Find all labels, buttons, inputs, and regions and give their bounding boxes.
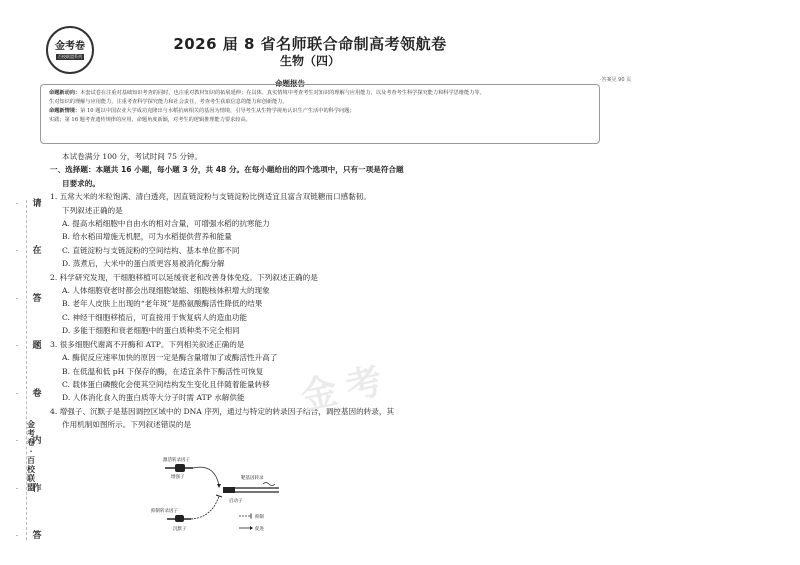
label-repressor: 抑制转录因子 [151, 509, 178, 514]
margin-warning-char: 请 [32, 199, 42, 209]
answer-option: C. 神经干细胞移植后，可直接用于恢复病人的造血功能 [62, 312, 248, 322]
answer-option: A. 人体细胞衰老时都会出现细胞皱缩、细胞核体积增大的现象 [62, 286, 270, 296]
question-stem: 4. 增强子、沉默子是基因调控区域中的 DNA 序列，通过与特定的转录因子结合，调控基因的转录，其 [50, 406, 395, 416]
margin-char: · [15, 484, 19, 493]
question-stem: 下列叙述正确的是 [62, 205, 123, 215]
answer-option: A. 酶促反应速率加快的原因一定是酶含量增加了或酶活性升高了 [62, 353, 278, 363]
legend-promote-arrowhead [250, 526, 253, 530]
brand-char: 盟 [27, 482, 35, 492]
margin-warning-char: 答 [32, 530, 42, 541]
answer-option: D. 多能干细胞和衰老细胞中的蛋白质种类不完全相同 [62, 326, 240, 336]
brand-char: 金 [27, 419, 35, 429]
report-label: 命题新动向： [49, 90, 81, 96]
question-stem: 1. 五常大米的米粒饱满、清白透亮，因直链淀粉与支链淀粉比例适宜且富含双链糖而口感黏韧。 [50, 192, 371, 202]
margin-char: · [15, 200, 19, 208]
label-activator: 激活转录因子 [163, 458, 190, 463]
page-subtitle: 生物（四） [279, 54, 340, 68]
report-line [49, 98, 591, 107]
margin-outer-column [10, 200, 24, 540]
margin-char: · [15, 342, 19, 351]
label-promoter: 启动子 [229, 499, 243, 504]
report-text: 实践；第 16 题考查遗传规律的应用，命题角度新颖，对考生的逻辑推理能力要求较高。 [49, 117, 251, 123]
answer-page-note: ·答案见 90 页 [600, 77, 632, 83]
answer-option: C. 载体蛋白磷酸化会使其空间结构发生变化且伴随着能量转移 [62, 379, 270, 389]
legend-inhibit: 抑制 [255, 515, 264, 520]
legend-promote: 促进 [255, 527, 264, 532]
section-heading-cont: 目要求的。 [62, 178, 100, 188]
watermark: 金考 [297, 357, 396, 419]
margin-warning-char: 卷 [32, 388, 42, 399]
brand-char: 卷 [27, 437, 35, 447]
report-heading-text: 命题报告 [275, 79, 305, 88]
logo-subtext: 百校联盟系列 [58, 53, 82, 59]
margin-warning-char: 题 [32, 341, 42, 352]
answer-option: D. 蒸煮后，大米中的蛋白质更容易被消化酶分解 [62, 259, 225, 269]
report-text: 本套试卷在注重对基础知识考查的同时，也注重对教材知识的拓展延伸；在具体、真实情境中考查考生对知识的理解与应用能力，以及考查考生科学探究能力和科学思维能力等。 [80, 90, 485, 96]
section-heading: 一、选择题：本题共 16 小题，每小题 3 分，共 48 分。在每小题给出的四个选项中，只有一项是符合题 [50, 165, 404, 175]
question-stem: 2. 科学研究发现，干细胞移植可以延缓衰老和改善身体免疫。下列叙述正确的是 [50, 272, 318, 282]
promoter-block [223, 487, 235, 493]
label-enhancer: 增强子 [171, 475, 185, 480]
answer-option: C. 直链淀粉与支链淀粉的空间结构、基本单位都不同 [62, 245, 240, 255]
label-silencer: 沉默子 [173, 527, 187, 532]
inhibit-line [191, 496, 219, 519]
report-label: 命题新情境： [49, 108, 81, 114]
label-target: 靶基因转录 [241, 476, 264, 481]
answer-option: A. 提高水稻细胞中自由水的相对含量，可增强水稻的抗寒能力 [62, 219, 270, 229]
margin-warning-char: 在 [32, 246, 42, 257]
logo [46, 26, 94, 74]
margin-char: · [15, 531, 19, 540]
report-line [49, 116, 591, 125]
brand-char: 联 [27, 473, 35, 483]
brand-char: 校 [27, 464, 35, 474]
answer-option: B. 给水稻田增施无机肥，可为水稻提供营养和能量 [62, 232, 232, 242]
report-line [49, 89, 591, 98]
margin-char: · [15, 247, 19, 256]
answer-option: B. 老年人皮肤上出现的“老年斑”是酪氨酸酶活性降低的结果 [62, 299, 263, 309]
exam-intro: 本试卷满分 100 分，考试时间 75 分钟。 [62, 152, 203, 161]
margin-warning-char: 内 [32, 436, 42, 447]
answer-option: B. 在低温和低 pH 下保存的酶，在适宜条件下酶活性可恢复 [62, 366, 264, 376]
report-text: 第 10 题以中国农业大学成功克隆出与水稻抗病相关的基因为情境，引导考生从生物学视角认识生产生活中的科学问题； [80, 108, 355, 114]
promote-arrow [193, 467, 219, 486]
margin-warning-char: 作 [32, 483, 42, 494]
report-box [40, 84, 600, 144]
margin-brand [24, 420, 38, 492]
report-text: 生对知识的理解与应用能力，注重考查科学探究能力和社会责任，考查考生获取信息的能力和创新能力。 [49, 99, 288, 105]
margin-warning-char: 答 [32, 293, 42, 304]
brand-char: 考 [27, 428, 35, 438]
page-title: 2026 届 8 省名师联合命制高考领航卷 [173, 35, 447, 53]
transcript-wave [263, 483, 275, 486]
margin-char: · [15, 437, 19, 446]
margin-char: · [15, 389, 19, 398]
answer-option: D. 人体消化食入的蛋白质等大分子时需 ATP 水解供能 [62, 393, 245, 403]
margin-char: · [15, 294, 19, 303]
promote-arrowhead [217, 484, 221, 488]
question-stem: 作用机制如图所示。下列叙述错误的是 [62, 420, 192, 430]
brand-char: · [29, 446, 33, 456]
report-line [49, 107, 591, 116]
gene-regulation-diagram [145, 452, 285, 542]
brand-char: 百 [27, 455, 35, 465]
inhibit-bar [216, 495, 222, 497]
logo-text: 金考卷 [55, 40, 85, 52]
question-stem: 3. 很多细胞代谢离不开酶和 ATP。下列相关叙述正确的是 [50, 339, 245, 349]
